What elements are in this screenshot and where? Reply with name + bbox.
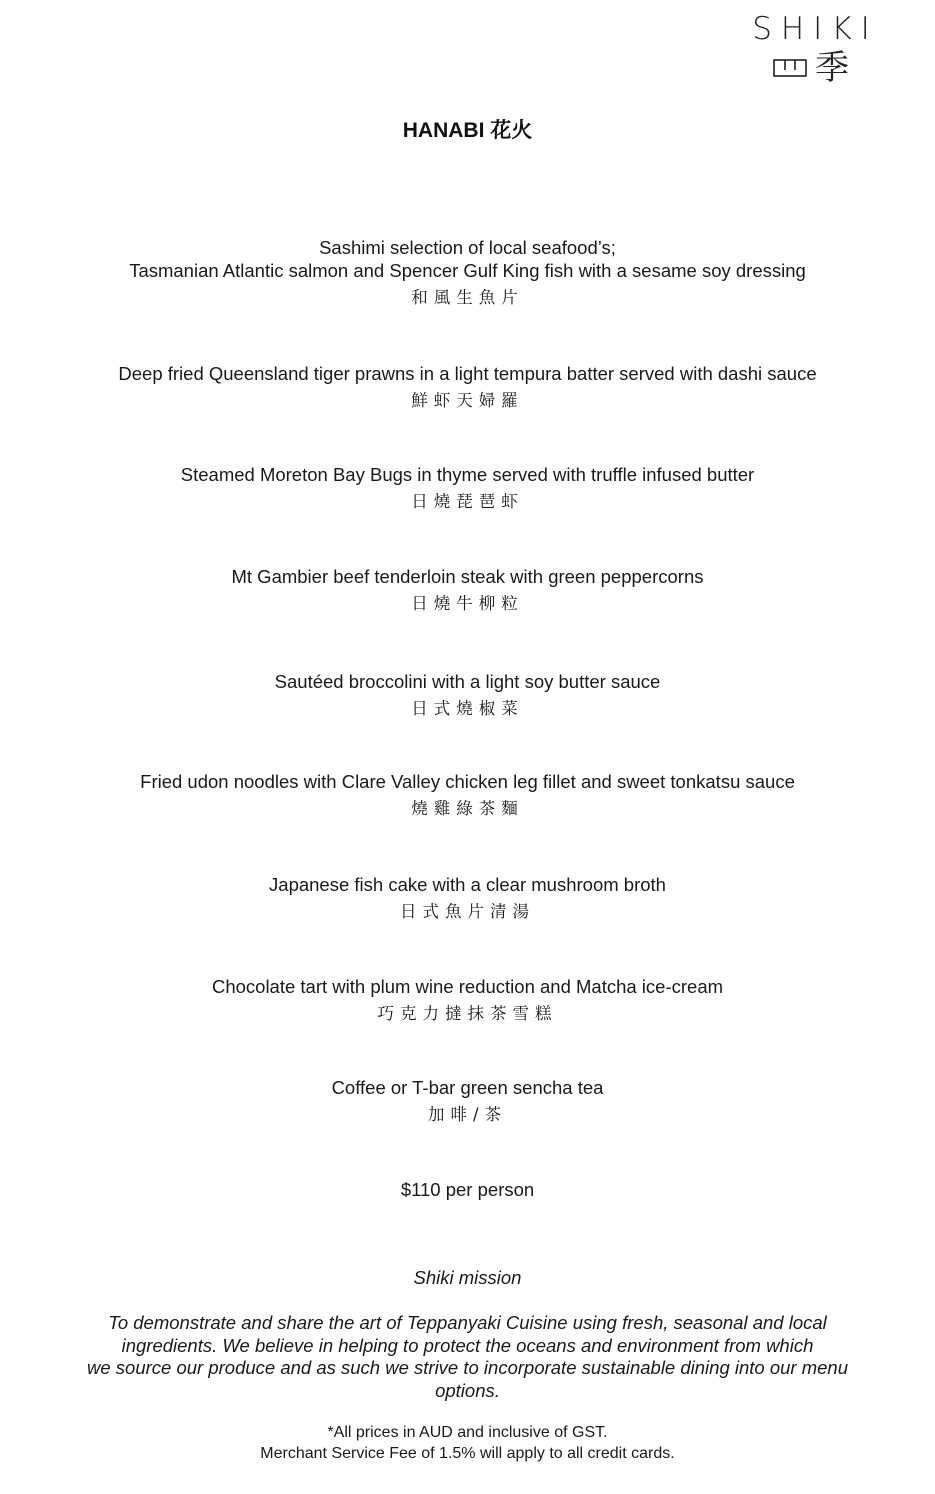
menu-title: HANABI 花火 xyxy=(402,119,533,142)
course-description: Mt Gambier beef tenderloin steak with green peppercorns xyxy=(231,566,704,587)
mission-line: we source our produce and as such we strive to incorporate sustainable dining into our menu xyxy=(87,1357,848,1378)
course-chinese-name: 燒雞綠茶麵 xyxy=(411,799,524,818)
logo-wordmark: SHIKI xyxy=(752,11,879,47)
four-kanji-mark xyxy=(773,58,807,78)
course-6 xyxy=(0,770,935,821)
gst-note: *All prices in AUD and inclusive of GST. xyxy=(327,1424,608,1441)
course-description: Steamed Moreton Bay Bugs in thyme served with truffle infused butter xyxy=(180,464,755,485)
mission-line: To demonstrate and share the art of Teppanyaki Cuisine using fresh, seasonal and local xyxy=(108,1312,827,1333)
course-chinese-name: 和風生魚片 xyxy=(411,288,524,307)
course-3 xyxy=(0,463,935,514)
course-description: Coffee or T-bar green sencha tea xyxy=(331,1077,604,1098)
mission-statement xyxy=(60,1312,875,1402)
mission-line: options. xyxy=(435,1379,500,1401)
mission-line: ingredients. We believe in helping to protect the oceans and environment from which xyxy=(121,1334,814,1356)
logo-kanji-mark xyxy=(751,50,871,86)
price-footnote xyxy=(0,1422,935,1464)
course-description: Deep fried Queensland tiger prawns in a light tempura batter served with dashi sauce xyxy=(118,363,817,384)
course-description: Tasmanian Atlantic salmon and Spencer Gulf King fish with a sesame soy dressing xyxy=(129,260,806,281)
merchant-fee-note: Merchant Service Fee of 1.5% will apply to all credit cards. xyxy=(260,1445,675,1462)
logo-season-kanji: 季 xyxy=(815,48,849,88)
course-5 xyxy=(0,670,935,721)
course-8 xyxy=(0,975,935,1026)
course-chinese-name: 日燒牛柳粒 xyxy=(411,594,524,613)
course-1 xyxy=(0,236,935,310)
course-chinese-name: 日式燒椒菜 xyxy=(411,699,524,718)
course-chinese-name: 日燒琵琶虾 xyxy=(411,492,524,511)
course-description: Sautéed broccolini with a light soy butter sauce xyxy=(274,671,661,692)
course-chinese-name: 鮮虾天婦羅 xyxy=(411,391,524,410)
course-chinese-name: 加啡/茶 xyxy=(427,1105,508,1124)
course-description: Sashimi selection of local seafood’s; xyxy=(319,237,616,258)
course-9 xyxy=(0,1076,935,1127)
course-2 xyxy=(0,362,935,413)
course-chinese-name: 巧克力撻抹茶雪糕 xyxy=(377,1004,558,1023)
course-description: Japanese fish cake with a clear mushroom broth xyxy=(269,874,666,895)
course-description: Chocolate tart with plum wine reduction and Matcha ice-cream xyxy=(211,976,724,997)
price-per-person: $110 per person xyxy=(400,1179,535,1200)
course-description: Fried udon noodles with Clare Valley chicken leg fillet and sweet tonkatsu sauce xyxy=(140,771,795,792)
course-4 xyxy=(0,565,935,616)
mission-heading: Shiki mission xyxy=(413,1267,522,1288)
shiki-logo xyxy=(751,11,879,88)
course-chinese-name: 日式魚片清湯 xyxy=(400,902,535,921)
course-7 xyxy=(0,873,935,924)
